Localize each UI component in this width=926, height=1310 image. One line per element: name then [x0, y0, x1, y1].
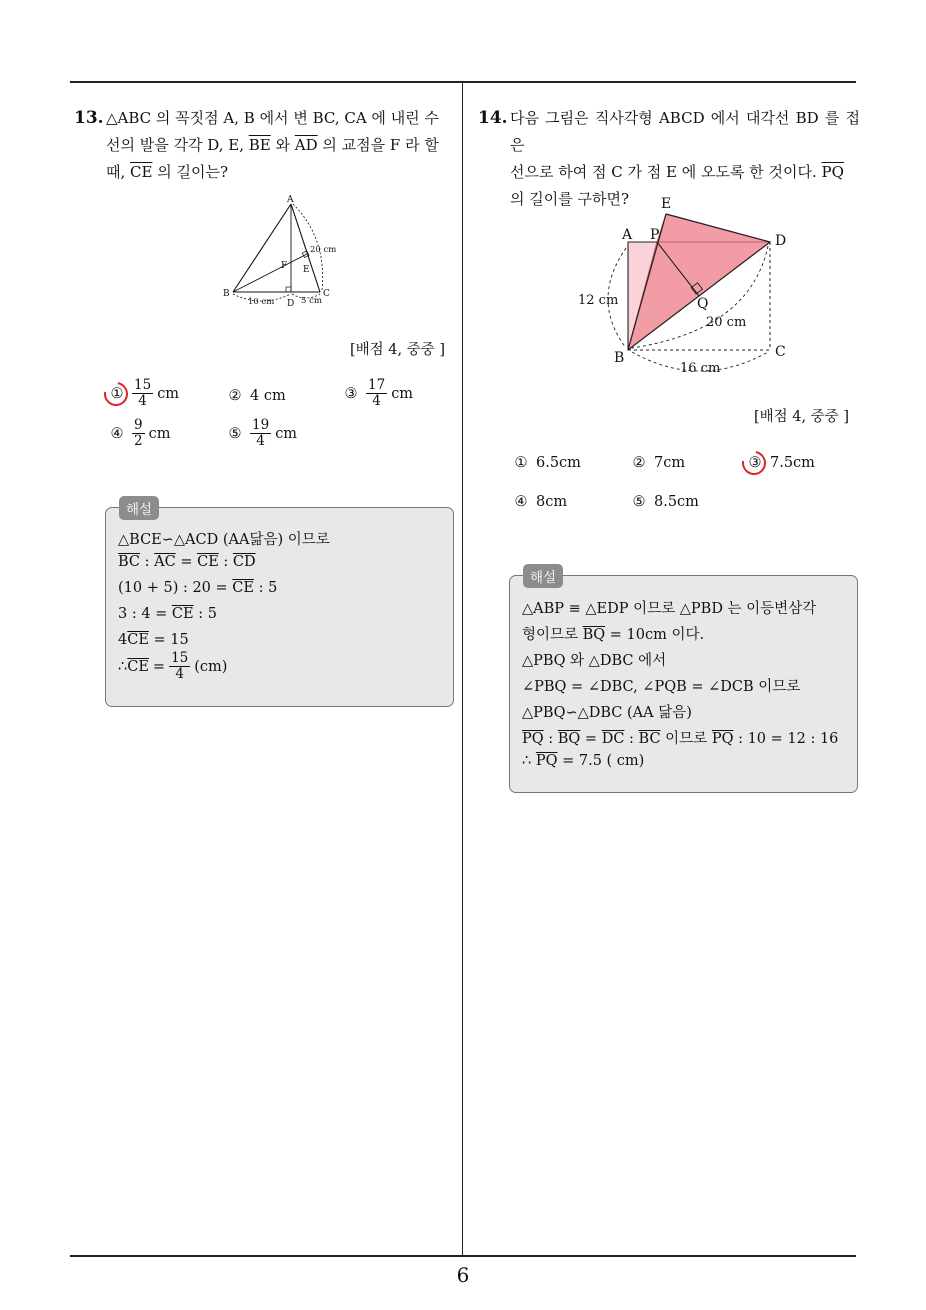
text-part: (10 + 5) : 20 =: [118, 580, 233, 596]
segment: $\overline{PQ}$: [522, 731, 544, 747]
solution-line: △ABP ≡ △EDP 이므로 △PBD 는 이등변삼각: [522, 601, 817, 617]
numerator: 15: [134, 377, 152, 393]
choice-number: ③: [344, 385, 358, 402]
text-part: ∴: [522, 753, 536, 769]
solution-tab: 해설: [523, 564, 563, 588]
solution-line: [118, 632, 189, 648]
choice-text: 7.5cm: [770, 455, 815, 471]
choice-text: 7cm: [654, 455, 686, 471]
segment-ce: $\overline{CE}$: [130, 163, 153, 181]
choice-number: ④: [110, 425, 124, 442]
choice-3[interactable]: [746, 455, 815, 471]
text-part: 선의 발을 각각 D, E,: [106, 136, 249, 154]
solution-line: △PBQ∽△DBC (AA 닮음): [522, 705, 692, 721]
choice-number: ②: [228, 388, 242, 404]
answer-mark: [108, 386, 132, 402]
choice-1[interactable]: [512, 455, 581, 471]
label-f: F: [281, 261, 288, 271]
choice-4[interactable]: [108, 418, 170, 449]
label-q: Q: [697, 296, 709, 312]
answer-mark: [746, 455, 770, 471]
choice-text: 6.5cm: [536, 455, 581, 471]
text-part: 와: [270, 136, 295, 154]
segment: $\overline{CD}$: [232, 554, 256, 570]
choice-number: ⑤: [632, 494, 646, 510]
segment: $\overline{CE}$: [127, 632, 149, 648]
numerator: 17: [368, 377, 386, 393]
length-bd: 20 cm: [706, 315, 747, 330]
question-text-line: △ABC 의 꼭짓점 A, B 에서 변 BC, CA 에 내린 수: [106, 109, 439, 127]
text-part: 때,: [106, 163, 131, 181]
solution-line: ∠PBQ = ∠DBC, ∠PQB = ∠DCB 이므로: [522, 679, 801, 695]
solution-line: [118, 651, 227, 682]
choice-number: ⑤: [228, 425, 242, 442]
text-part: = 15: [148, 632, 189, 648]
text-part: : 5: [193, 606, 217, 622]
solution-line: [522, 727, 838, 748]
segment: $\overline{PQ}$: [535, 753, 558, 769]
solution-line: [118, 580, 277, 596]
text-part: 이므로: [660, 731, 712, 747]
segment: $\overline{DC}$: [601, 731, 625, 747]
label-c: C: [775, 344, 786, 360]
length-bc: 16 cm: [680, 361, 721, 376]
segment: $\overline{PQ}$: [711, 731, 734, 747]
denominator: 4: [256, 433, 265, 449]
question-text-line: 다음 그림은 직사각형 ABCD 에서 대각선 BD 를 접은: [510, 109, 860, 154]
text-part: :: [140, 554, 155, 570]
numerator: 15: [171, 650, 189, 666]
numerator: 19: [252, 417, 270, 433]
triangle-figure: [215, 190, 355, 312]
text-part: :: [218, 554, 233, 570]
segment-ad: $\overline{AD}$: [294, 136, 318, 154]
text-part: 형이므로: [522, 627, 583, 643]
choice-number: ③: [748, 455, 762, 471]
choice-text: 4 cm: [250, 388, 286, 404]
text-part: ∴: [118, 658, 128, 675]
denominator: 2: [134, 433, 143, 449]
text-part: 의 교점을 F 라 할: [317, 136, 439, 154]
grade-label: [배점 4, 중중 ]: [350, 342, 446, 358]
segment: $\overline{CE}$: [197, 554, 219, 570]
length-dc: 5 cm: [301, 296, 322, 306]
solution-line: [118, 606, 217, 622]
choice-number: ②: [632, 455, 646, 471]
label-a: A: [287, 195, 294, 205]
unit: cm: [275, 425, 298, 442]
text-part: = 10cm 이다.: [605, 627, 705, 643]
length-ab: 12 cm: [578, 293, 619, 308]
text-part: = 7.5 ( cm): [557, 753, 645, 769]
bottom-rule: [70, 1255, 856, 1257]
segment: $\overline{BC}$: [638, 731, 661, 747]
fraction: [250, 418, 271, 449]
label-e: E: [661, 196, 672, 212]
segment: $\overline{AC}$: [154, 554, 176, 570]
segment: $\overline{BQ}$: [557, 731, 581, 747]
solution-tab: 해설: [119, 496, 159, 520]
text-part: 4: [118, 632, 128, 648]
question-text-line: [106, 159, 456, 186]
unit: cm: [148, 425, 171, 442]
numerator: 9: [134, 417, 143, 433]
column-divider: [462, 81, 463, 1256]
solution-line: △BCE∽△ACD (AA닮음) 이므로: [118, 532, 330, 548]
page-number: 6: [456, 1263, 470, 1287]
segment: $\overline{BC}$: [118, 554, 141, 570]
question-text: [106, 105, 456, 186]
text-part: 선으로 하여 점 C 가 점 E 에 오도록 한 것이다.: [510, 163, 822, 181]
text-part: 의 길이는?: [152, 163, 229, 181]
length-bd: 10 cm: [248, 297, 275, 307]
red-circle-icon: [99, 377, 132, 410]
solution-line: [118, 554, 256, 570]
label-a: A: [622, 227, 633, 243]
label-d: D: [775, 233, 787, 249]
question-text-line: 의 길이를 구하면?: [510, 190, 630, 208]
text-part: =: [152, 658, 166, 675]
grade-label: [배점 4, 중중 ]: [754, 409, 850, 425]
segment: $\overline{CE}$: [127, 658, 149, 675]
segment: $\overline{CE}$: [171, 606, 194, 622]
choice-1[interactable]: [108, 378, 179, 409]
choice-number: ④: [514, 494, 528, 510]
red-circle-icon: [737, 446, 770, 479]
solution-line: △PBQ 와 △DBC 에서: [522, 653, 667, 669]
choice-2[interactable]: [226, 388, 286, 404]
text-part: : 10 = 12 : 16: [733, 731, 839, 747]
choice-3[interactable]: [342, 378, 413, 409]
choice-text: 8.5cm: [654, 494, 699, 510]
fraction: [169, 651, 190, 682]
label-p: P: [650, 227, 660, 243]
label-b: B: [614, 350, 625, 366]
choice-2[interactable]: [630, 455, 685, 471]
fraction: [132, 418, 145, 449]
text-part: =: [580, 731, 602, 747]
unit: cm: [157, 385, 180, 402]
label-d: D: [287, 299, 295, 309]
segment: $\overline{CE}$: [232, 580, 254, 596]
solution-line: [522, 753, 644, 769]
text-part: =: [175, 554, 198, 570]
text-part: 3 : 4 =: [118, 606, 172, 622]
question-text-line: [510, 159, 860, 186]
unit: cm: [391, 385, 414, 402]
text-part: : 5: [253, 580, 278, 596]
question-number: 13.: [74, 108, 104, 128]
choice-4[interactable]: [512, 494, 567, 510]
choice-number: ①: [514, 455, 528, 471]
segment-be: $\overline{BE}$: [248, 136, 271, 154]
label-c: C: [323, 289, 330, 299]
denominator: 4: [372, 393, 381, 409]
segment-pq: $\overline{PQ}$: [821, 163, 844, 181]
denominator: 4: [175, 666, 184, 682]
text-part: :: [543, 731, 558, 747]
choice-text: 8cm: [536, 494, 568, 510]
choice-number: ①: [110, 385, 124, 402]
text-part: :: [624, 731, 639, 747]
question-number: 14.: [478, 108, 508, 128]
denominator: 4: [138, 393, 147, 409]
fraction: [366, 378, 387, 409]
choice-5[interactable]: [630, 494, 699, 510]
rectangle-fold-figure: [570, 190, 800, 380]
solution-line: [522, 623, 704, 644]
segment: $\overline{BQ}$: [582, 627, 606, 643]
label-e: E: [303, 265, 310, 275]
choice-5[interactable]: [226, 418, 297, 449]
text-part: (cm): [194, 658, 228, 675]
question-text-line: [106, 132, 456, 159]
label-b: B: [223, 289, 230, 299]
length-ac: 20 cm: [310, 245, 337, 255]
fraction: [132, 378, 153, 409]
